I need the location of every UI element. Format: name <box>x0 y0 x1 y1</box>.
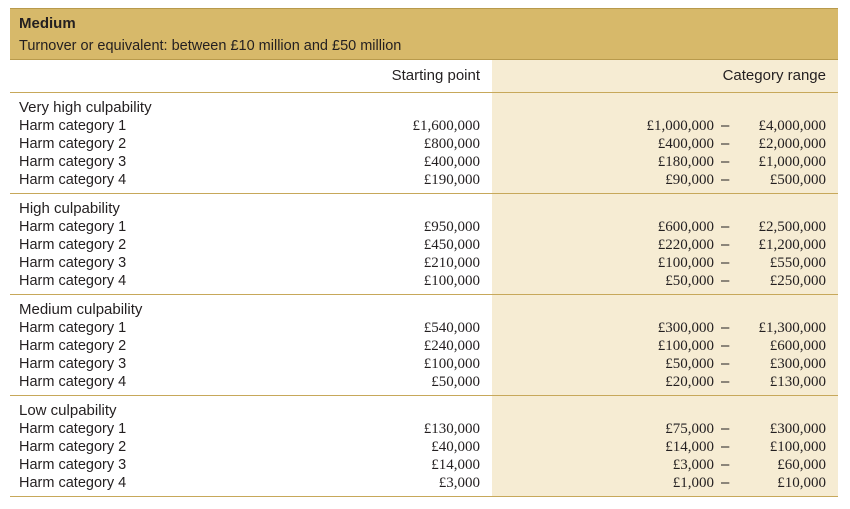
table-header-row <box>10 60 838 93</box>
range-low-value: £1,000 <box>672 475 714 491</box>
culpability-label: Medium culpability <box>19 301 143 318</box>
starting-point-value: £240,000 <box>423 338 480 354</box>
range-low-value: £180,000 <box>657 154 714 170</box>
table-row <box>10 117 838 135</box>
table-row <box>10 337 838 355</box>
harm-category-label: Harm category 2 <box>19 439 127 455</box>
range-low-value: £400,000 <box>657 136 714 152</box>
culpability-groups <box>10 93 838 497</box>
harm-category-label: Harm category 1 <box>19 421 127 437</box>
range-separator: – <box>721 254 730 271</box>
harm-category-label: Harm category 4 <box>19 273 127 289</box>
range-low-value: £100,000 <box>657 338 714 354</box>
category-range-header: Category range <box>722 67 826 84</box>
harm-category-label: Harm category 4 <box>19 172 127 188</box>
starting-point-header: Starting point <box>391 67 480 84</box>
starting-point-value: £800,000 <box>423 136 480 152</box>
table-row <box>10 218 838 236</box>
harm-category-label: Harm category 4 <box>19 475 127 491</box>
harm-category-label: Harm category 3 <box>19 255 127 271</box>
range-separator: – <box>721 117 730 134</box>
table-row <box>10 153 838 171</box>
table-row <box>10 373 838 391</box>
table-row <box>10 254 838 272</box>
harm-category-label: Harm category 3 <box>19 457 127 473</box>
culpability-group <box>10 295 838 396</box>
range-separator: – <box>721 272 730 289</box>
culpability-label: Low culpability <box>19 402 117 419</box>
culpability-group <box>10 194 838 295</box>
table-row <box>10 135 838 153</box>
range-low-value: £100,000 <box>657 255 714 271</box>
table-row <box>10 355 838 373</box>
range-high-value: £2,000,000 <box>758 136 826 152</box>
table-row <box>10 420 838 438</box>
harm-category-label: Harm category 4 <box>19 374 127 390</box>
range-high-value: £130,000 <box>769 374 826 390</box>
range-low-value: £50,000 <box>665 356 714 372</box>
range-separator: – <box>721 355 730 372</box>
range-separator: – <box>721 438 730 455</box>
starting-point-value: £540,000 <box>423 320 480 336</box>
range-low-value: £220,000 <box>657 237 714 253</box>
range-high-value: £10,000 <box>777 475 826 491</box>
range-low-value: £20,000 <box>665 374 714 390</box>
range-high-value: £1,000,000 <box>758 154 826 170</box>
starting-point-value: £950,000 <box>423 219 480 235</box>
range-low-value: £14,000 <box>665 439 714 455</box>
range-separator: – <box>721 456 730 473</box>
range-separator: – <box>721 153 730 170</box>
starting-point-value: £450,000 <box>423 237 480 253</box>
table-title-bar <box>10 8 838 60</box>
range-high-value: £60,000 <box>777 457 826 473</box>
range-high-value: £2,500,000 <box>758 219 826 235</box>
table-row <box>10 474 838 492</box>
range-high-value: £300,000 <box>769 421 826 437</box>
range-separator: – <box>721 218 730 235</box>
range-high-value: £1,200,000 <box>758 237 826 253</box>
range-separator: – <box>721 319 730 336</box>
range-low-value: £600,000 <box>657 219 714 235</box>
range-high-value: £300,000 <box>769 356 826 372</box>
range-high-value: £1,300,000 <box>758 320 826 336</box>
starting-point-value: £40,000 <box>431 439 480 455</box>
starting-point-value: £3,000 <box>438 475 480 491</box>
culpability-label: Very high culpability <box>19 99 152 116</box>
harm-category-label: Harm category 1 <box>19 219 127 235</box>
range-low-value: £75,000 <box>665 421 714 437</box>
culpability-label: High culpability <box>19 200 120 217</box>
starting-point-value: £1,600,000 <box>412 118 480 134</box>
starting-point-value: £50,000 <box>431 374 480 390</box>
starting-point-value: £100,000 <box>423 273 480 289</box>
range-low-value: £50,000 <box>665 273 714 289</box>
range-high-value: £550,000 <box>769 255 826 271</box>
starting-point-value: £130,000 <box>423 421 480 437</box>
range-separator: – <box>721 171 730 188</box>
starting-point-value: £210,000 <box>423 255 480 271</box>
range-high-value: £500,000 <box>769 172 826 188</box>
harm-category-label: Harm category 2 <box>19 338 127 354</box>
harm-category-label: Harm category 1 <box>19 320 127 336</box>
range-low-value: £90,000 <box>665 172 714 188</box>
table-row <box>10 438 838 456</box>
range-low-value: £3,000 <box>672 457 714 473</box>
range-high-value: £250,000 <box>769 273 826 289</box>
table-subtitle: Turnover or equivalent: between £10 million and £50 million <box>19 38 402 54</box>
range-low-value: £300,000 <box>657 320 714 336</box>
range-separator: – <box>721 474 730 491</box>
range-low-value: £1,000,000 <box>646 118 714 134</box>
table-row <box>10 236 838 254</box>
range-high-value: £100,000 <box>769 439 826 455</box>
culpability-group <box>10 93 838 194</box>
culpability-group <box>10 396 838 497</box>
starting-point-value: £190,000 <box>423 172 480 188</box>
range-separator: – <box>721 420 730 437</box>
range-separator: – <box>721 236 730 253</box>
harm-category-label: Harm category 2 <box>19 136 127 152</box>
table-row <box>10 171 838 189</box>
starting-point-value: £400,000 <box>423 154 480 170</box>
range-separator: – <box>721 135 730 152</box>
harm-category-label: Harm category 3 <box>19 154 127 170</box>
table-row <box>10 319 838 337</box>
fines-table <box>10 8 838 497</box>
starting-point-value: £14,000 <box>431 457 480 473</box>
table-title: Medium <box>19 15 76 32</box>
range-high-value: £600,000 <box>769 338 826 354</box>
starting-point-value: £100,000 <box>423 356 480 372</box>
range-separator: – <box>721 373 730 390</box>
table-row <box>10 272 838 290</box>
harm-category-label: Harm category 3 <box>19 356 127 372</box>
range-high-value: £4,000,000 <box>758 118 826 134</box>
harm-category-label: Harm category 2 <box>19 237 127 253</box>
range-separator: – <box>721 337 730 354</box>
table-row <box>10 456 838 474</box>
harm-category-label: Harm category 1 <box>19 118 127 134</box>
